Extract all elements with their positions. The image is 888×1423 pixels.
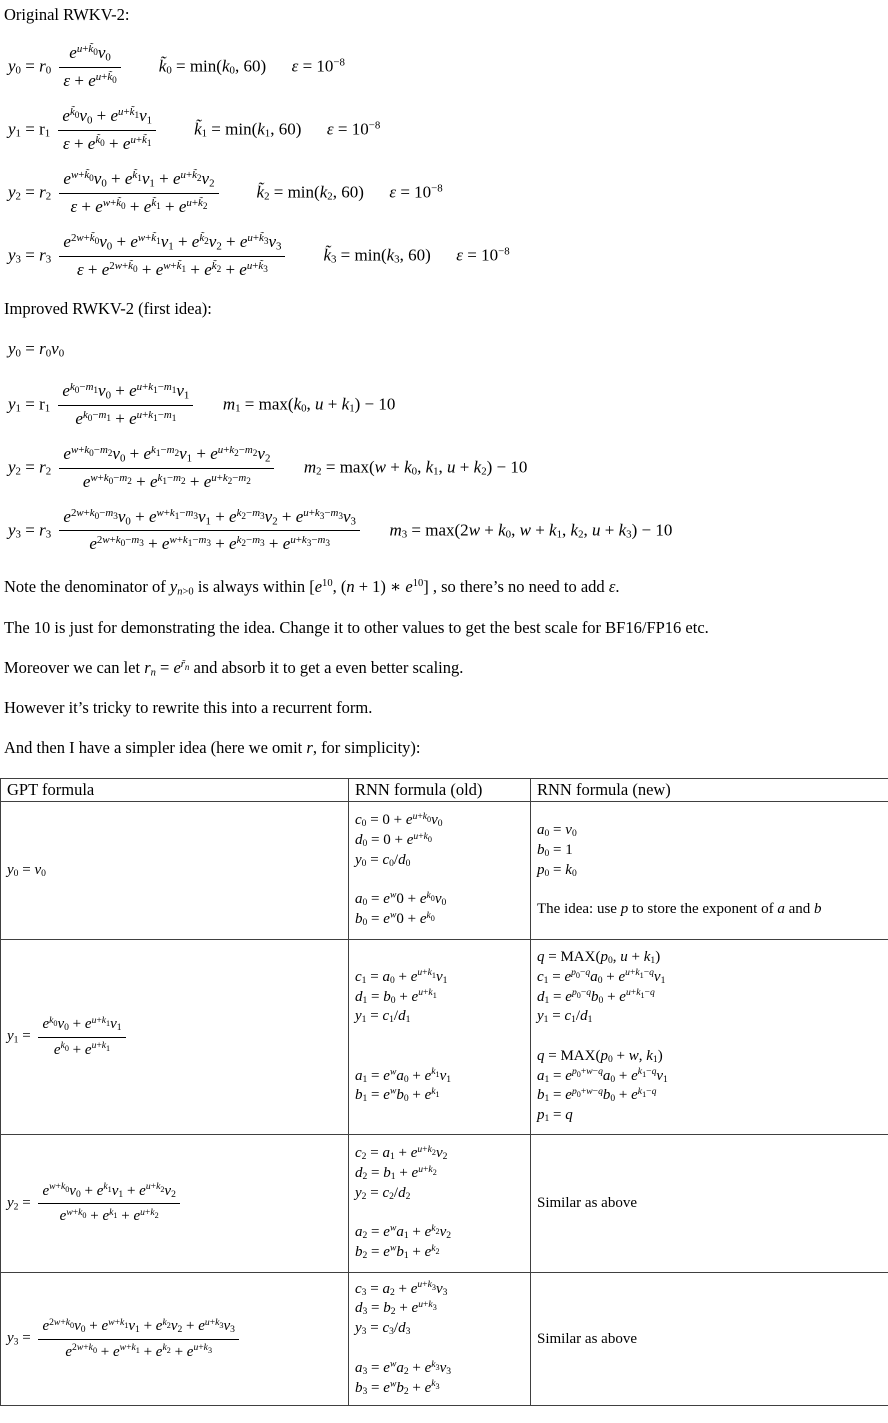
equation-improved-y0: $y_0 = r_0v_0$ [8,338,65,360]
cell-y2-rnn-formula-old: $c_2 = a_1 + e^{u+k_2}v_2$ $d_2 = b_1 + e^{u+k_2}$ $y_2 = c_2/d_2$ $a_2 = e^wa_1 + e^{k_2}v_2$ $b_2 = e^wb_1 + e^{k_2}$ [349,1135,531,1273]
column-header-gpt-formula: GPT formula [1,779,349,802]
equation-original-y0: $y_0 = r_0$ $\frac{e^{u+k̃_0}v_0}{\varepsilon + e^{u+k̃_0}}$ $k̃_0 = \min(k_0$, 60) $\varepsilon = 10^{-8}$ [8,43,345,91]
table-row-y0 [1,802,888,940]
para-scale-note: The 10 is just for demonstrating the idea. Change it to other values to get the best scale for BF16/FP16 etc. [4,617,709,637]
column-header-rnn-formula-new: RNN formula (new) [531,779,888,802]
table-row-y1 [1,940,888,1135]
equation-improved-y2: $y_2 = r_2$ $\frac{e^{w+k_0-m_2}v_0 + e^{k_1-m_2}v_1 + e^{u+k_2-m_2}v_2}{e^{w+k_0-m_2} + e^{k_1-m_2} + e^{u+k_2-m_2}}$ $m_2 = \max(w + k_0$, $k_1$, $u + k_2) - 10$ [8,443,528,491]
heading-original-rwkv2: Original RWKV-2: [4,5,130,24]
equation-improved-y1: $y_1 = r_1$ $\frac{e^{k_0-m_1}v_0 + e^{u+k_1-m_1}v_1}{e^{k_0-m_1} + e^{u+k_1-m_1}}$ $m_1 = \max(k_0$, $u + k_1) - 10$ [8,380,396,428]
cell-y1-rnn-formula-old: $c_1 = a_0 + e^{u+k_1}v_1$ $d_1 = b_0 + e^{u+k_1}$ $y_1 = c_1/d_1$ $a_1 = e^wa_0 + e^{k_1}v_1$ $b_1 = e^wb_0 + e^{k_1}$ [349,940,531,1135]
cell-y2-gpt-formula: $y_2$ = $\frac{e^{w+k_0}v_0 + e^{k_1}v_1 + e^{u+k_2}v_2}{e^{w+k_0} + e^{k_1} + e^{u+k_2}}$ [1,1135,349,1273]
para-denominator-note: Note the denominator of $y_{n>0}$ is always within [$e^{10}$, (n + 1) ∗ $e^{10}$] , so there’s no need to add ε. [4,577,620,598]
cell-y0-rnn-formula-new: $a_0 = v_0$ $b_0 = 1$ $p_0 = k_0$ The idea: use p to store the exponent of a and b [531,802,888,940]
table-header-row [1,779,888,802]
cell-y3-gpt-formula: $y_3$ = $\frac{e^{2w+k_0}v_0 + e^{w+k_1}v_1 + e^{k_2}v_2 + e^{u+k_3}v_3}{e^{2w+k_0} + e^{w+k_1} + e^{k_2} + e^{u+k_3}}$ [1,1273,349,1406]
cell-y3-rnn-formula-new: Similar as above [531,1273,888,1406]
equation-improved-y3: $y_3 = r_3$ $\frac{e^{2w+k_0-m_3}v_0 + e^{w+k_1-m_3}v_1 + e^{k_2-m_3}v_2 + e^{u+k_3-m_3}v_3}{e^{2w+k_0-m_3} + e^{w+k_1-m_3} + e^{k_2-m_3} + e^{u+k_3-m_3}}$ $m_3 = \max(2w + k_0$, $w + k_1$, $k_2$, $u + k_3) - 10$ [8,506,673,554]
column-header-rnn-formula-old: RNN formula (old) [349,779,531,802]
table-row-y3 [1,1273,888,1406]
heading-improved-rwkv2: Improved RWKV-2 (first idea): [4,298,212,318]
cell-y3-rnn-formula-old: $c_3 = a_2 + e^{u+k_3}v_3$ $d_3 = b_2 + e^{u+k_3}$ $y_3 = c_3/d_3$ $a_3 = e^wa_2 + e^{k_3}v_3$ $b_3 = e^wb_2 + e^{k_3}$ [349,1273,531,1406]
para-absorb-note: Moreover we can let $r_n = e^{r̃_n}$ and absorb it to get a even better scaling. [4,657,464,678]
equation-original-y3: $y_3 = r_3$ $\frac{e^{2w+k̃_0}v_0 + e^{w+k̃_1}v_1 + e^{k̃_2}v_2 + e^{u+k̃_3}v_3}{\varepsilon + e^{2w+k̃_0} + e^{w+k̃_1} + e^{k̃_2} + e^{u+k̃_3}}$ $k̃_3 = \min(k_3$, 60) $\varepsilon = 10^{-8}$ [8,231,510,279]
cell-y2-rnn-formula-new: Similar as above [531,1135,888,1273]
equation-original-y1: $y_1 = r_1$ $\frac{e^{k̃_0}v_0 + e^{u+k̃_1}v_1}{\varepsilon + e^{k̃_0} + e^{u+k̃_1}}$ $k̃_1 = \min(k_1$, 60) $\varepsilon = 10^{-8}$ [8,106,381,153]
cell-y1-rnn-formula-new: $q = MAX(p_0$, $u + k_1$) $c_1 = e^{p_0-q}a_0 + e^{u+k_1-q}v_1$ $d_1 = e^{p_0-q}b_0 + e^{u+k_1-q}$ $y_1 = c_1/d_1$ $q = MAX(p_0 + w$, $k_1$) $a_1 = e^{p_0+w-q}a_0 + e^{k_1-q}v_1$ $b_1 = e^{p_0+w-q}b_0 + e^{k_1-q}$ $p_1 = q$ [531,940,888,1135]
para-simpler-idea: And then I have a simpler idea (here we omit r, for simplicity): [4,737,421,757]
cell-y1-gpt-formula: $y_1$ = $\frac{e^{k_0}v_0 + e^{u+k_1}v_1}{e^{k_0} + e^{u+k_1}}$ [1,940,349,1135]
equation-original-y2: $y_2 = r_2$ $\frac{e^{w+k̃_0}v_0 + e^{k̃_1}v_1 + e^{u+k̃_2}v_2}{\varepsilon + e^{w+k̃_0} + e^{k̃_1} + e^{u+k̃_2}}$ $k̃_2 = \min(k_2$, 60) $\varepsilon = 10^{-8}$ [8,168,443,216]
para-recurrent-note: However it’s tricky to rewrite this into a recurrent form. [4,697,373,717]
cell-y0-gpt-formula: $y_0 = v_0$ [1,802,349,940]
formula-comparison-table [0,778,888,1406]
cell-y0-rnn-formula-old: $c_0 = 0 + e^{u+k_0}v_0$ $d_0 = 0 + e^{u+k_0}$ $y_0 = c_0/d_0$ $a_0 = e^w0 + e^{k_0}v_0$ $b_0 = e^w0 + e^{k_0}$ [349,802,531,940]
table-row-y2 [1,1135,888,1273]
